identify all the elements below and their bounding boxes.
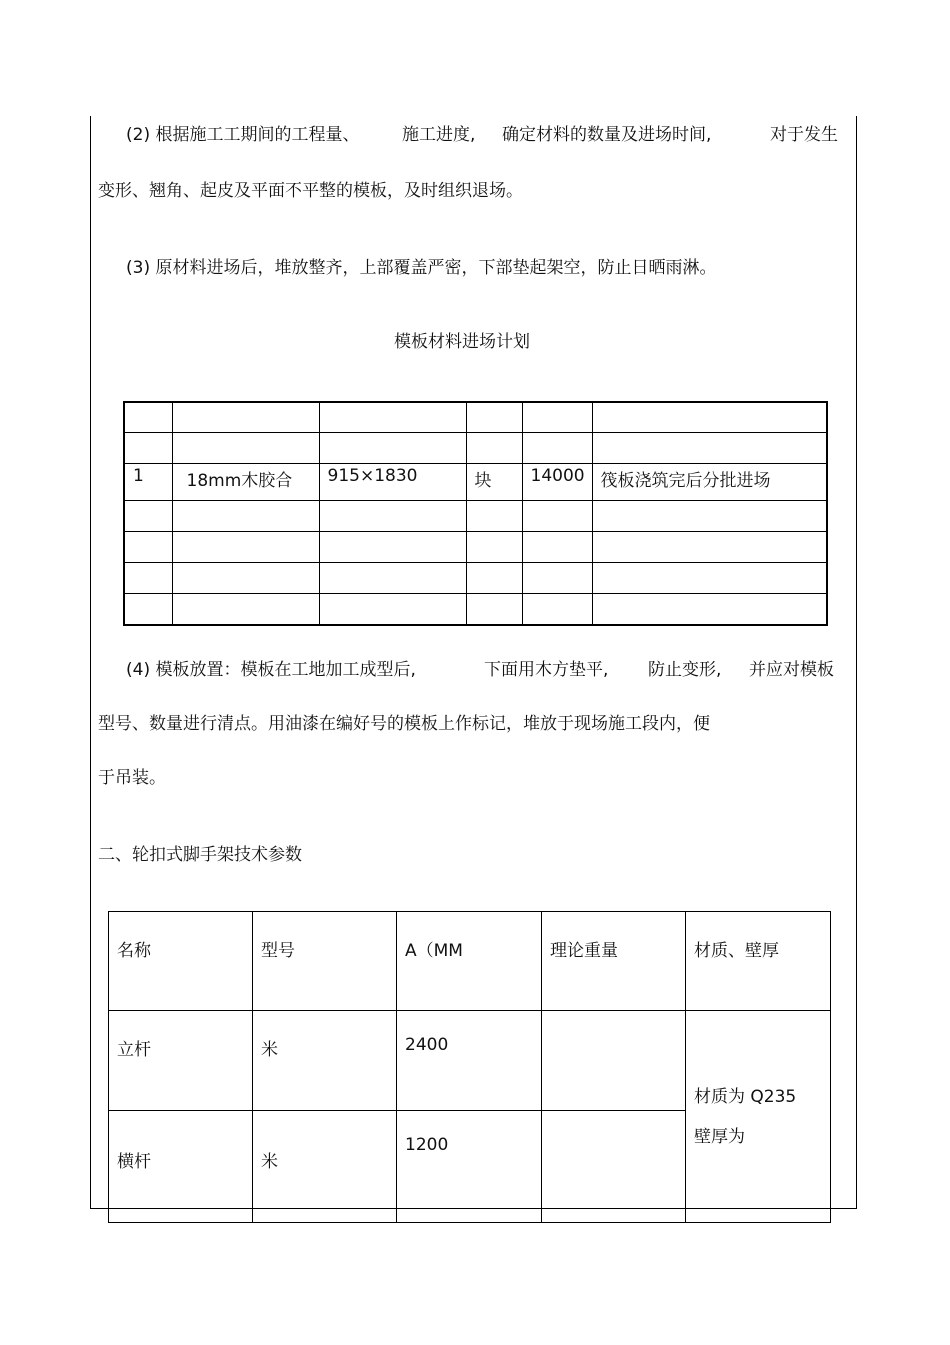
- para-4-line1-c: 防止变形,: [648, 660, 722, 680]
- table-cell: [124, 563, 172, 594]
- para-3: (3) 原材料进场后，堆放整齐，上部覆盖严密，下部垫起架空，防止日晒雨淋。: [126, 258, 717, 278]
- table-row: [124, 402, 827, 433]
- table-cell: [124, 532, 172, 563]
- para-2-line1-a: (2) 根据施工工期间的工程量、: [126, 125, 360, 145]
- table1-title: 模板材料进场计划: [394, 332, 530, 352]
- header-cell: 型号: [253, 912, 397, 1011]
- table-cell: [172, 563, 319, 594]
- table-cell: [124, 594, 172, 626]
- header-cell: 理论重量: [542, 912, 686, 1011]
- table-cell: [124, 402, 172, 433]
- table-row: [109, 1011, 831, 1111]
- table-cell: 米: [253, 1011, 397, 1111]
- table-cell: 筏板浇筑完后分批进场: [592, 464, 827, 501]
- table-cell: [466, 501, 522, 532]
- header-cell: 名称: [109, 912, 253, 1011]
- table-cell: [172, 433, 319, 464]
- table-cell: [592, 433, 827, 464]
- para-4-line1-b: 下面用木方垫平,: [484, 660, 609, 680]
- table-cell: [466, 433, 522, 464]
- table-row: [124, 532, 827, 563]
- table-cell: 块: [466, 464, 522, 501]
- table-cell: [542, 1011, 686, 1111]
- table-cell: [466, 594, 522, 626]
- table-cell: [124, 433, 172, 464]
- para-2-line1-b: 施工进度,: [402, 125, 476, 145]
- table-cell: [319, 563, 466, 594]
- table-cell: [522, 532, 592, 563]
- para-4-line3: 于吊装。: [98, 768, 166, 788]
- table-cell: 2400: [397, 1011, 542, 1111]
- scaffold-params-table: [108, 911, 831, 1223]
- table-cell: 915×1830: [319, 464, 466, 501]
- table-cell: [319, 532, 466, 563]
- table-cell: [172, 532, 319, 563]
- table-cell: [172, 501, 319, 532]
- table-cell: [319, 433, 466, 464]
- para-2-line2: 变形、翘角、起皮及平面不平整的模板，及时组织退场。: [98, 181, 523, 201]
- table-cell: 米: [253, 1111, 397, 1223]
- table-cell: 横杆: [109, 1111, 253, 1223]
- table-header-row: [109, 912, 831, 1011]
- table-row: [124, 563, 827, 594]
- table-cell: [522, 594, 592, 626]
- para-2-line1-d: 对于发生: [770, 125, 838, 145]
- para-4-line1-d: 并应对模板: [749, 660, 834, 680]
- table-cell: [592, 402, 827, 433]
- header-cell: A（MM: [397, 912, 542, 1011]
- table-cell: [522, 402, 592, 433]
- table-cell: [522, 563, 592, 594]
- table-row: [124, 464, 827, 501]
- table-cell: [319, 594, 466, 626]
- table-cell: [466, 402, 522, 433]
- table-cell: 1: [124, 464, 172, 501]
- table-row: [124, 501, 827, 532]
- material-cell: [686, 1011, 831, 1223]
- table-cell: [124, 501, 172, 532]
- table-cell: [592, 563, 827, 594]
- table-cell: [522, 433, 592, 464]
- para-2-line1-c: 确定材料的数量及进场时间,: [502, 125, 712, 145]
- table-row: [124, 433, 827, 464]
- table-cell: [172, 402, 319, 433]
- table-cell: 1200: [397, 1111, 542, 1223]
- table-cell: 18mm木胶合: [172, 464, 319, 501]
- table-cell: [172, 594, 319, 626]
- table-cell: [592, 532, 827, 563]
- table-cell: [592, 594, 827, 626]
- material-line-2: 壁厚为: [694, 1126, 745, 1147]
- table-cell: [466, 532, 522, 563]
- table-cell: [319, 501, 466, 532]
- table-cell: [592, 501, 827, 532]
- table-cell: 14000: [522, 464, 592, 501]
- table-cell: [466, 563, 522, 594]
- table-row: [124, 594, 827, 626]
- header-cell: 材质、壁厚: [686, 912, 831, 1011]
- table-cell: 立杆: [109, 1011, 253, 1111]
- para-4-line2: 型号、数量进行清点。用油漆在编好号的模板上作标记，堆放于现场施工段内，便: [98, 714, 710, 734]
- section-2-heading: 二、轮扣式脚手架技术参数: [98, 845, 302, 865]
- para-4-line1-a: (4) 模板放置：模板在工地加工成型后,: [126, 660, 416, 680]
- material-plan-table: [123, 401, 828, 626]
- table-cell: [542, 1111, 686, 1223]
- material-line-1: 材质为 Q235: [694, 1086, 797, 1107]
- table-cell: [522, 501, 592, 532]
- table-cell: [319, 402, 466, 433]
